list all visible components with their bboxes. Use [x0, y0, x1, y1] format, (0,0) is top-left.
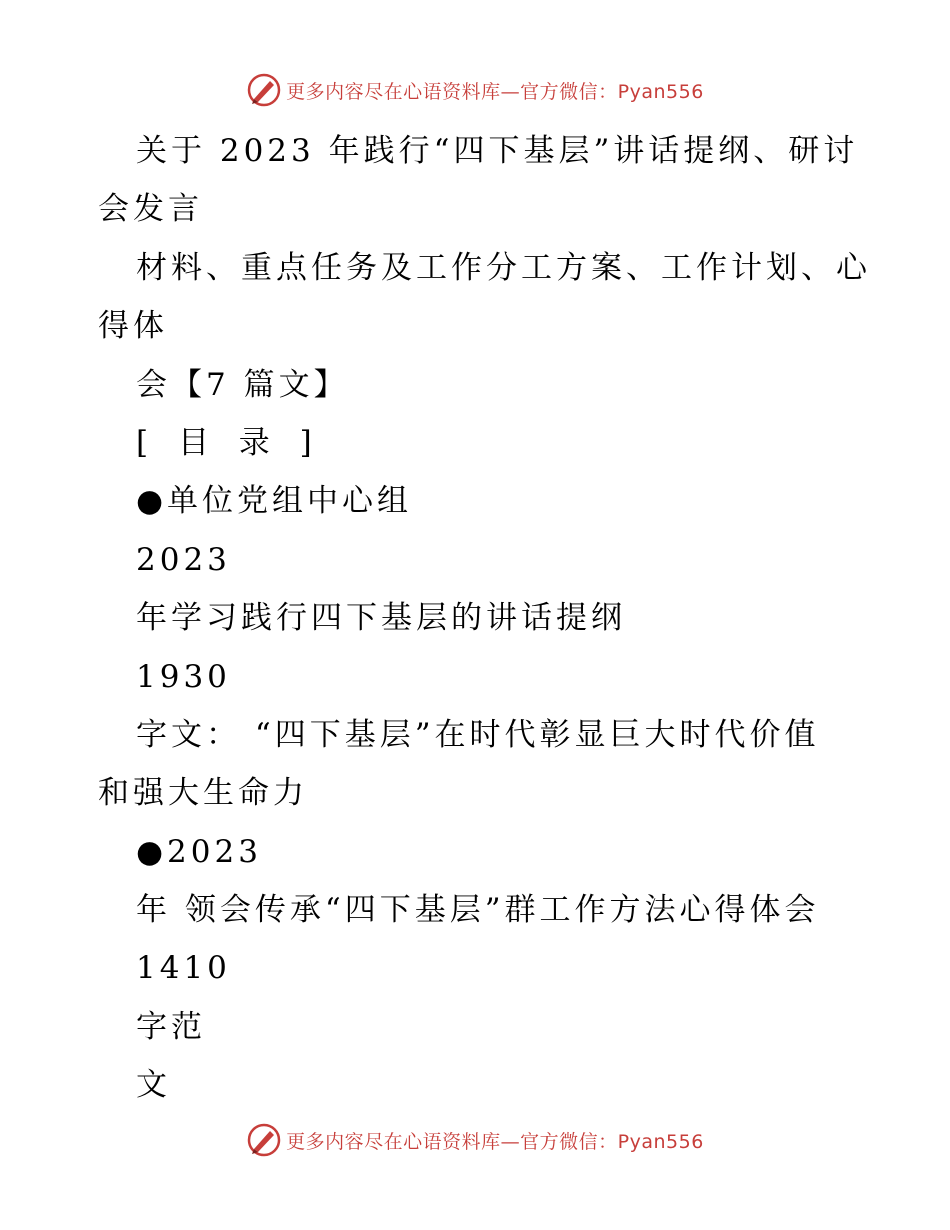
pen-logo-icon: [246, 72, 282, 108]
toc-item-1-year: 2023: [136, 541, 231, 578]
toc-item-3-year: ●2023: [136, 833, 262, 870]
toc-item-3-title: 年 领会传承“四下基层”群工作方法心得体会: [136, 892, 820, 929]
watermark-text: 更多内容尽在心语资料库—官方微信：Pyan556: [286, 80, 704, 103]
toc-item-3-suffix: 字范: [136, 1008, 206, 1045]
toc-item-3-count: 1410: [136, 950, 231, 987]
toc-item-2-title: 字文： “四下基层”在时代彰显巨大时代价值: [136, 716, 820, 753]
watermark-account: Pyan556: [617, 1130, 704, 1153]
title-line-4: 得体: [98, 308, 168, 345]
toc-item-1-subtitle: 年学习践行四下基层的讲话提纲: [136, 600, 626, 637]
watermark-footer: [0, 1120, 950, 1160]
toc-heading: [ 目 录 ]: [136, 424, 322, 461]
document-body: [98, 122, 871, 1115]
title-line-2: 会发言: [98, 191, 203, 228]
toc-item-2-count: 1930: [136, 658, 231, 695]
watermark-account: Pyan556: [617, 80, 704, 103]
title-line-3: 材料、重点任务及工作分工方案、工作计划、心: [136, 249, 871, 286]
toc-item-2-title-cont: 和强大生命力: [98, 775, 308, 812]
watermark-text: 更多内容尽在心语资料库—官方微信：Pyan556: [286, 1130, 704, 1153]
toc-item-3-suffix-cont: 文: [136, 1067, 171, 1104]
pen-logo-icon: [246, 1122, 282, 1158]
title-line-1: 关于 2023 年践行“四下基层”讲话提纲、研讨: [136, 133, 859, 169]
toc-item-1-title: ●单位党组中心组: [136, 483, 413, 520]
title-line-5: 会【7 篇文】: [136, 366, 349, 403]
watermark-header: [0, 70, 950, 110]
